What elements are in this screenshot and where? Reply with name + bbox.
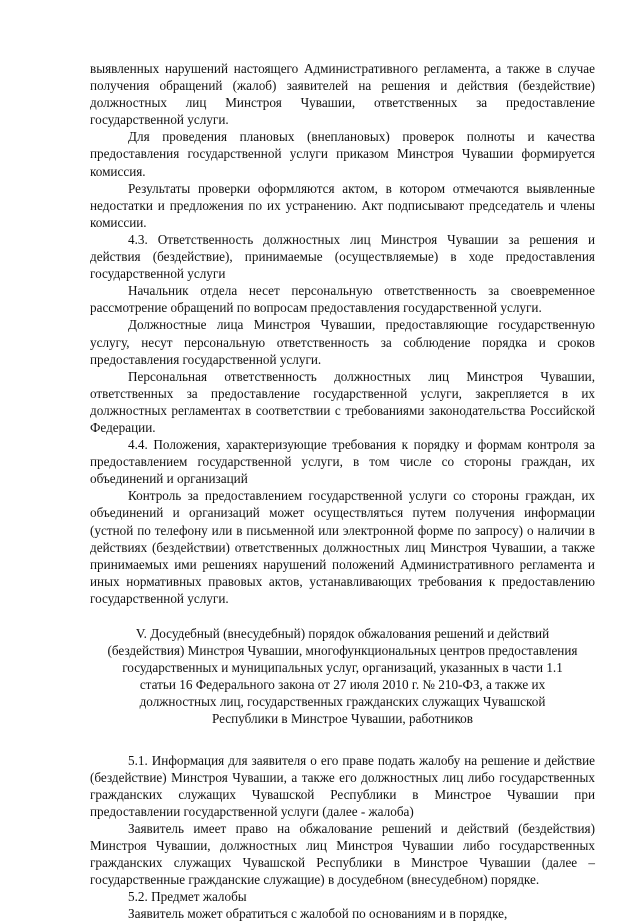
section-heading [90, 625, 595, 728]
section-heading-line: государственных и муниципальных услуг, организаций, указанных в части 1.1 [122, 660, 563, 676]
paragraph: Должностные лица Минстроя Чувашии, предоставляющие государственную услугу, несут персональную ответственность за соблюдение порядка и сроков предоставления государственной услуги. [90, 317, 595, 367]
paragraph: 5.2. Предмет жалобы [128, 889, 247, 905]
section-heading-line: Республики в Минстрое Чувашии, работников [211, 711, 474, 727]
top-text-block [90, 60, 595, 607]
paragraph: 4.3. Ответственность должностных лиц Минстроя Чувашии за решения и действия (бездействие), принимаемые (осуществляемые) в ходе предоставления государственной услуги [90, 231, 595, 282]
paragraph: Заявитель может обратиться с жалобой по основаниям и в порядке, [128, 906, 508, 922]
paragraph: Начальник отдела несет персональную ответственность за своевременное рассмотрение обращений по вопросам предоставления государственной услуги. [90, 283, 595, 316]
paragraph: 4.4. Положения, характеризующие требования к порядку и формам контроля за предоставлением государственной услуги, в том числе со стороны граждан, их объединений и организаций [90, 437, 595, 487]
paragraph: Для проведения плановых (внеплановых) проверок полноты и качества предоставления государственной услуги приказом Минстроя Чувашии формируется комиссия. [90, 129, 595, 179]
paragraph: Персональная ответственность должностных лиц Минстроя Чувашии, ответственных за предоставление государственной услуги, закрепляется в их должностных регламентах в соответствии с требованиями законодательства Российской Федерации. [90, 368, 595, 435]
paragraph: Результаты проверки оформляются актом, в котором отмечаются выявленные недостатки и предложения по их устранению. Акт подписывают председатель и члены комиссии. [90, 180, 595, 230]
section-heading-line: статьи 16 Федерального закона от 27 июля 2010 г. № 210-ФЗ, а также их [139, 677, 546, 693]
document-page [90, 60, 595, 923]
bottom-text-block [90, 752, 595, 923]
paragraph: Заявитель имеет право на обжалование решений и действий (бездействия) Минстроя Чувашии, должностных лиц Минстроя Чувашии либо государственных гражданских служащих Чувашской Республики в Минстрое Чувашии (далее – государственные гражданские служащие) в досудебном (внесудебном) порядке. [90, 820, 595, 888]
paragraph: 5.1. Информация для заявителя о его праве подать жалобу на решение и действие (бездействие) Минстроя Чувашии, а также его должностных лиц либо государственных гражданских служащих Чувашской Республики в Минстрое Чувашии при предоставлении государственной услуги (далее - жалоба) [90, 752, 595, 819]
paragraph: выявленных нарушений настоящего Административного регламента, а также в случае получения обращений (жалоб) заявителей на решения и действия (бездействие) должностных лиц Минстроя Чувашии, ответственных за предоставление государственной услуги. [90, 61, 595, 128]
paragraph: Контроль за предоставлением государственной услуги со стороны граждан, их объединений и организаций может осуществляться путем получения информации (устной по телефону или в письменной или электронной форме по запросу) о наличии в действиях (бездействии) ответственных должностных лиц Минстроя Чувашии, а также принимаемых ими решениях нарушений положений Административного регламента и иных нормативных правовых актов, устанавливающих требования к предоставлению государственной услуги. [90, 488, 595, 606]
section-heading-line: должностных лиц, государственных гражданских служащих Чувашской [139, 694, 546, 710]
section-heading-line: V. Досудебный (внесудебный) порядок обжалования решений и действий [135, 626, 550, 641]
section-heading-line: (бездействия) Минстроя Чувашии, многофункциональных центров предоставления [107, 643, 578, 659]
